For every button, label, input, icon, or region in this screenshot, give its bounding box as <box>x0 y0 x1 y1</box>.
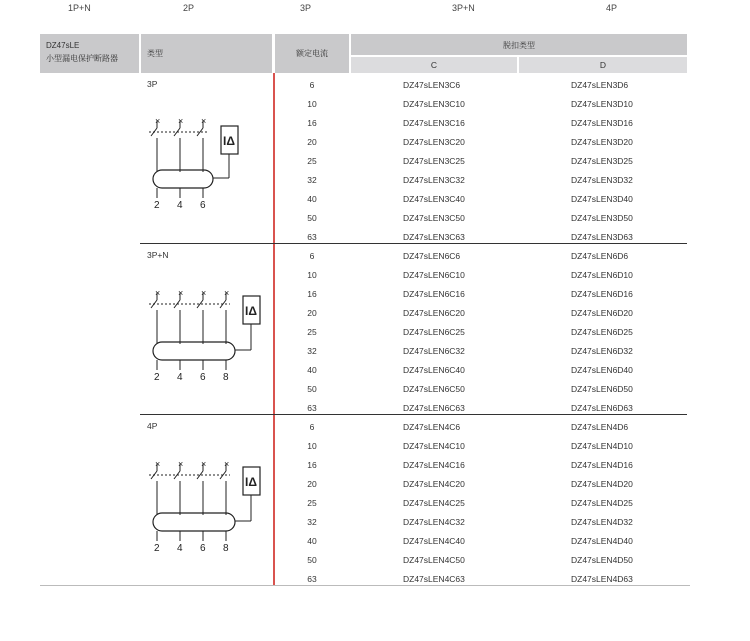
model-d-cell: DZ47sLEN3D40 <box>571 194 633 204</box>
model-d-cell: DZ47sLEN4D6 <box>571 422 629 432</box>
model-c-cell: DZ47sLEN4C25 <box>403 498 465 508</box>
model-d-cell: DZ47sLEN4D63 <box>571 574 633 584</box>
rated-current-cell: 50 <box>307 384 317 394</box>
model-d-cell: DZ47sLEN6D63 <box>571 403 633 413</box>
trip-type-header-label: 脱扣类型 <box>503 41 535 50</box>
type-header-label: 类型 <box>147 49 163 58</box>
rated-current-cell: 10 <box>307 99 317 109</box>
rated-current-cell: 20 <box>307 308 317 318</box>
rated-current-cell: 32 <box>307 346 317 356</box>
rcd-device-label: IΔ <box>245 304 257 318</box>
svg-text:×: × <box>201 116 207 126</box>
trip-type-c-header: C <box>351 57 517 73</box>
model-c-cell: DZ47sLEN6C20 <box>403 308 465 318</box>
model-d-cell: DZ47sLEN3D16 <box>571 118 633 128</box>
svg-text:×: × <box>224 288 230 298</box>
svg-text:×: × <box>178 459 184 469</box>
model-d-cell: DZ47sLEN6D32 <box>571 346 633 356</box>
model-c-cell: DZ47sLEN6C16 <box>403 289 465 299</box>
model-c-cell: DZ47sLEN4C32 <box>403 517 465 527</box>
terminal-label: 2 <box>154 200 160 211</box>
rated-current-cell: 25 <box>307 156 317 166</box>
rated-current-header-cell <box>275 34 349 73</box>
wiring-diagram-3p <box>145 110 255 215</box>
group-separator <box>140 243 687 244</box>
rated-current-cell: 40 <box>307 365 317 375</box>
tab-2p[interactable]: 2P <box>183 3 195 13</box>
model-d-cell: DZ47sLEN3D32 <box>571 175 633 185</box>
rated-current-cell: 16 <box>307 460 317 470</box>
model-c-cell: DZ47sLEN4C40 <box>403 536 465 546</box>
wiring-diagram-4p <box>145 453 265 558</box>
rated-current-cell: 6 <box>309 251 315 261</box>
svg-text:×: × <box>201 459 207 469</box>
svg-text:×: × <box>201 288 207 298</box>
svg-text:×: × <box>178 288 184 298</box>
rated-current-cell: 50 <box>307 555 317 565</box>
rcd-device-label: IΔ <box>223 134 235 148</box>
rated-current-cell: 20 <box>307 137 317 147</box>
table-bottom-line <box>40 585 690 586</box>
model-d-cell: DZ47sLEN6D6 <box>571 251 629 261</box>
model-d-cell: DZ47sLEN3D10 <box>571 99 633 109</box>
model-c-cell: DZ47sLEN4C20 <box>403 479 465 489</box>
type-header-cell <box>141 34 272 73</box>
group-separator <box>140 414 687 415</box>
rated-current-cell: 16 <box>307 118 317 128</box>
terminal-label: 2 <box>154 543 160 554</box>
model-c-cell: DZ47sLEN6C63 <box>403 403 465 413</box>
model-c-cell: DZ47sLEN3C16 <box>403 118 465 128</box>
model-c-cell: DZ47sLEN3C25 <box>403 156 465 166</box>
model-c-cell: DZ47sLEN3C20 <box>403 137 465 147</box>
model-d-cell: DZ47sLEN6D10 <box>571 270 633 280</box>
svg-text:×: × <box>155 288 161 298</box>
rated-current-cell: 6 <box>309 422 315 432</box>
rcd-device-label: IΔ <box>245 475 257 489</box>
rated-current-cell: 6 <box>309 80 315 90</box>
model-d-cell: DZ47sLEN6D25 <box>571 327 633 337</box>
rated-current-cell: 25 <box>307 498 317 508</box>
model-d-cell: DZ47sLEN6D40 <box>571 365 633 375</box>
svg-text:×: × <box>155 116 161 126</box>
rated-current-cell: 50 <box>307 213 317 223</box>
model-c-cell: DZ47sLEN3C10 <box>403 99 465 109</box>
terminal-label: 8 <box>223 372 229 383</box>
terminal-label: 6 <box>200 372 206 383</box>
model-c-cell: DZ47sLEN6C10 <box>403 270 465 280</box>
svg-text:×: × <box>178 116 184 126</box>
tab-3p-n[interactable]: 3P+N <box>452 3 475 13</box>
rated-current-cell: 25 <box>307 327 317 337</box>
terminal-label: 8 <box>223 543 229 554</box>
rated-current-cell: 10 <box>307 441 317 451</box>
svg-text:×: × <box>224 459 230 469</box>
model-d-cell: DZ47sLEN4D25 <box>571 498 633 508</box>
rated-current-cell: 63 <box>307 232 317 242</box>
group-type-label: 3P <box>147 79 158 89</box>
terminal-label: 4 <box>177 543 183 554</box>
trip-type-d-header: D <box>519 57 687 73</box>
model-c-cell: DZ47sLEN6C50 <box>403 384 465 394</box>
model-d-cell: DZ47sLEN6D50 <box>571 384 633 394</box>
group-type-label: 3P+N <box>147 250 169 260</box>
model-c-cell: DZ47sLEN6C40 <box>403 365 465 375</box>
model-d-cell: DZ47sLEN6D20 <box>571 308 633 318</box>
model-d-cell: DZ47sLEN3D6 <box>571 80 629 90</box>
rated-current-cell: 40 <box>307 536 317 546</box>
rated-current-cell: 32 <box>307 175 317 185</box>
group-type-label: 4P <box>147 421 158 431</box>
model-c-cell: DZ47sLEN4C10 <box>403 441 465 451</box>
model-c-cell: DZ47sLEN3C32 <box>403 175 465 185</box>
model-c-cell: DZ47sLEN6C32 <box>403 346 465 356</box>
wiring-diagram-3p-n <box>145 282 265 387</box>
model-c-cell: DZ47sLEN3C6 <box>403 80 461 90</box>
model-d-cell: DZ47sLEN4D16 <box>571 460 633 470</box>
model-d-cell: DZ47sLEN3D25 <box>571 156 633 166</box>
model-c-cell: DZ47sLEN3C50 <box>403 213 465 223</box>
product-header-cell <box>40 34 139 73</box>
model-d-cell: DZ47sLEN4D50 <box>571 555 633 565</box>
model-d-cell: DZ47sLEN3D20 <box>571 137 633 147</box>
rated-current-cell: 63 <box>307 574 317 584</box>
terminal-label: 4 <box>177 372 183 383</box>
svg-text:×: × <box>155 459 161 469</box>
rated-current-header-label: 额定电流 <box>296 49 328 58</box>
rated-current-cell: 63 <box>307 403 317 413</box>
product-description: 小型漏电保护断路器 <box>46 54 118 63</box>
model-c-cell: DZ47sLEN4C50 <box>403 555 465 565</box>
model-d-cell: DZ47sLEN3D50 <box>571 213 633 223</box>
model-d-cell: DZ47sLEN4D10 <box>571 441 633 451</box>
model-c-cell: DZ47sLEN4C63 <box>403 574 465 584</box>
model-d-cell: DZ47sLEN4D32 <box>571 517 633 527</box>
terminal-label: 2 <box>154 372 160 383</box>
trip-type-header-cell <box>351 34 687 55</box>
model-d-cell: DZ47sLEN4D20 <box>571 479 633 489</box>
model-c-cell: DZ47sLEN4C6 <box>403 422 461 432</box>
model-d-cell: DZ47sLEN4D40 <box>571 536 633 546</box>
model-d-cell: DZ47sLEN3D63 <box>571 232 633 242</box>
model-c-cell: DZ47sLEN3C63 <box>403 232 465 242</box>
switch-contacts <box>149 120 207 172</box>
terminal-label: 6 <box>200 200 206 211</box>
rated-current-cell: 16 <box>307 289 317 299</box>
tab-3p[interactable]: 3P <box>300 3 312 13</box>
model-c-cell: DZ47sLEN6C25 <box>403 327 465 337</box>
rated-current-cell: 32 <box>307 517 317 527</box>
rated-current-cell: 40 <box>307 194 317 204</box>
model-c-cell: DZ47sLEN3C40 <box>403 194 465 204</box>
model-c-cell: DZ47sLEN4C16 <box>403 460 465 470</box>
model-d-cell: DZ47sLEN6D16 <box>571 289 633 299</box>
rated-current-cell: 20 <box>307 479 317 489</box>
tab-4p[interactable]: 4P <box>606 3 618 13</box>
tab-1p-n[interactable]: 1P+N <box>68 3 91 13</box>
terminal-label: 6 <box>200 543 206 554</box>
terminal-label: 4 <box>177 200 183 211</box>
rated-current-cell: 10 <box>307 270 317 280</box>
product-name: DZ47sLE <box>46 41 80 50</box>
model-c-cell: DZ47sLEN6C6 <box>403 251 461 261</box>
